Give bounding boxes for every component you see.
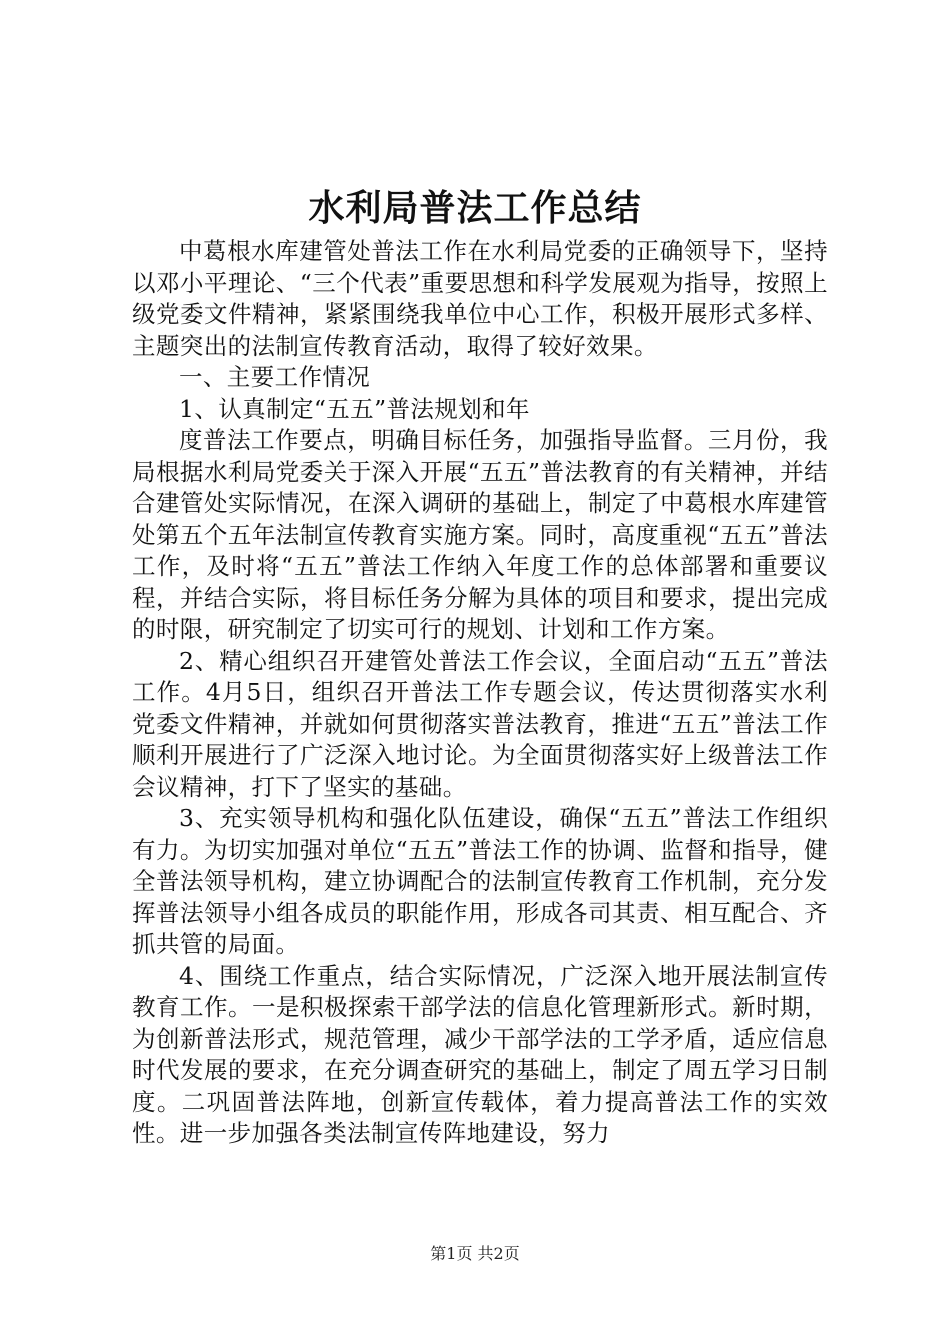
- document-title: 水利局普法工作总结: [308, 187, 642, 229]
- paragraph-item-2: 2、精心组织召开建管处普法工作会议，全面启动“五五”普法工作。4月5日，组织召开普法工作专题会议，传达贯彻落实水利党委文件精神，并就如何贯彻落实普法教育，推进“五五”普法工作顺利开展进行了广泛深入地讨论。为全面贯彻落实好上级普法工作会议精神，打下了坚实的基础。: [132, 646, 828, 801]
- section-heading-main-work: 一、主要工作情况: [179, 363, 371, 391]
- paragraph-intro: 中葛根水库建管处普法工作在水利局党委的正确领导下，坚持以邓小平理论、“三个代表”重要思想和科学发展观为指导，按照上级党委文件精神，紧紧围绕我单位中心工作，积极开展形式多样、主题突出的法制宣传教育活动，取得了较好效果。: [132, 237, 828, 360]
- paragraph-item-1-body: 度普法工作要点，明确目标任务，加强指导监督。三月份，我局根据水利局党委关于深入开展“五五”普法教育的有关精神，并结合建管处实际情况，在深入调研的基础上，制定了中葛根水库建管处第五个五年法制宣传教育实施方案。同时，高度重视“五五”普法工作，及时将“五五”普法工作纳入年度工作的总体部署和重要议程，并结合实际，将目标任务分解为具体的项目和要求，提出完成的时限，研究制定了切实可行的规划、计划和工作方案。: [132, 426, 828, 643]
- paragraph-item-3: 3、充实领导机构和强化队伍建设，确保“五五”普法工作组织有力。为切实加强对单位“五五”普法工作的协调、监督和指导，健全普法领导机构，建立协调配合的法制宣传教育工作机制，充分发挥普法领导小组各成员的职能作用，形成各司其责、相互配合、齐抓共管的局面。: [132, 804, 828, 958]
- paragraph-item-1-heading: 1、认真制定“五五”普法规划和年: [179, 394, 530, 423]
- paragraph-item-4: 4、围绕工作重点，结合实际情况，广泛深入地开展法制宣传教育工作。一是积极探索干部学法的信息化管理新形式。新时期，为创新普法形式，规范管理，减少干部学法的工学矛盾，适应信息时代发展的要求，在充分调查研究的基础上，制定了周五学习日制度。二巩固普法阵地，创新宣传载体，着力提高普法工作的实效性。进一步加强各类法制宣传阵地建设，努力: [132, 961, 828, 1147]
- page-footer: 第1页 共2页: [430, 1244, 520, 1263]
- document-body: [132, 236, 828, 1150]
